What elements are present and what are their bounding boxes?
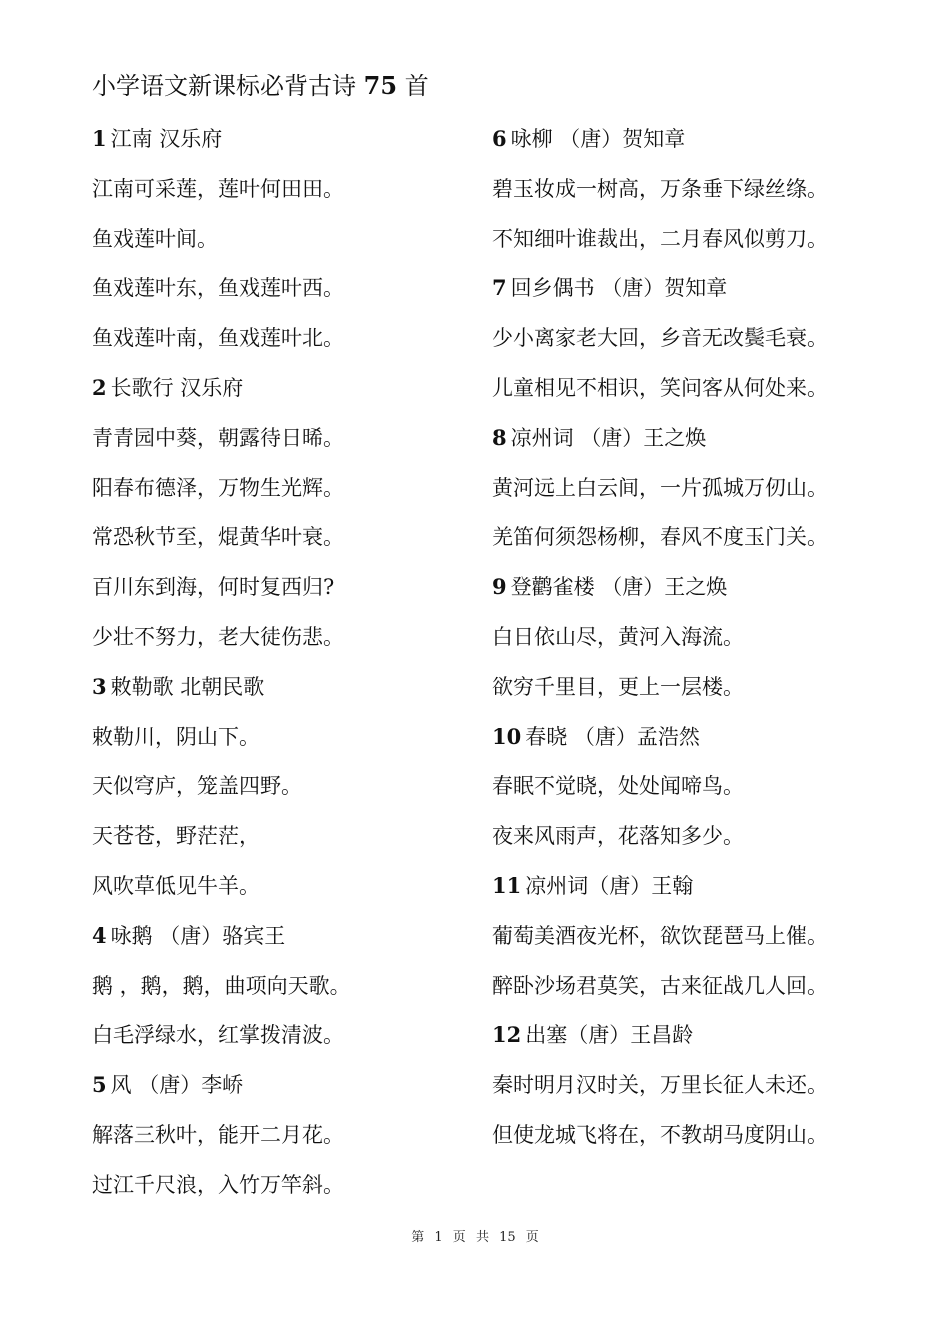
footer-current-page: 1 <box>434 1230 443 1245</box>
poem-number: 8 <box>492 424 507 450</box>
poem-title: 春晓 （唐）孟浩然 <box>525 724 700 749</box>
poem-number: 10 <box>492 723 522 749</box>
poem-title: 凉州词（唐）王翰 <box>525 873 694 898</box>
page-title <box>92 68 429 104</box>
poem-verse-line: 常恐秋节至，焜黄华叶衰。 <box>92 525 344 550</box>
poem-number: 11 <box>492 872 522 898</box>
poem-verse-line: 葡萄美酒夜光杯，欲饮琵琶马上催。 <box>492 923 828 948</box>
poem-title: 咏鹅 （唐）骆宾王 <box>110 923 286 948</box>
poem-heading <box>492 270 932 320</box>
poem-verse-line: 醉卧沙场君莫笑，古来征战几人回。 <box>492 973 828 998</box>
poem-heading <box>92 1067 482 1117</box>
poem-heading <box>492 1017 932 1067</box>
poem-title: 江南 汉乐府 <box>110 127 223 151</box>
poem-verse-line: 不知细叶谁裁出，二月春风似剪刀。 <box>492 226 828 251</box>
poem-verse-line: 解落三秋叶，能开二月花。 <box>92 1122 344 1147</box>
poem-heading <box>92 121 482 171</box>
poem-verse-line: 白毛浮绿水，红掌拨清波。 <box>92 1023 344 1048</box>
poem-verse-line: 过江千尺浪，入竹万竿斜。 <box>92 1172 344 1197</box>
poem-verse-line: 夜来风雨声，花落知多少。 <box>492 824 744 849</box>
poem-verse-line: 鱼戏莲叶间。 <box>92 226 218 251</box>
poem-verse-line: 天苍苍，野茫茫， <box>92 824 260 849</box>
right-poem-column <box>492 121 932 1167</box>
poem-title: 咏柳 （唐）贺知章 <box>510 127 686 151</box>
poem-verse-line: 春眠不觉晓，处处闻啼鸟。 <box>492 774 744 799</box>
poem-verse-line: 秦时明月汉时关，万里长征人未还。 <box>492 1073 828 1098</box>
poem-verse-line: 羌笛何须怨杨柳，春风不度玉门关。 <box>492 525 828 550</box>
poem-verse-line: 鱼戏莲叶南，鱼戏莲叶北。 <box>92 326 344 351</box>
page-footer <box>0 1228 950 1248</box>
poem-number: 6 <box>492 126 507 151</box>
poem-verse-line: 但使龙城飞将在，不教胡马度阴山。 <box>492 1122 828 1147</box>
poem-title: 长歌行 汉乐府 <box>110 375 244 400</box>
poem-heading <box>492 719 932 769</box>
poem-number: 7 <box>492 275 507 301</box>
title-suffix: 首 <box>404 72 429 100</box>
poem-heading <box>492 420 932 470</box>
poem-heading <box>92 370 482 420</box>
poem-verse-line: 欲穷千里目，更上一层楼。 <box>492 674 744 699</box>
poem-heading <box>92 669 482 719</box>
footer-page-word: 页 <box>452 1230 466 1245</box>
poem-heading <box>92 918 482 968</box>
poem-title: 回乡偶书 （唐）贺知章 <box>510 276 728 301</box>
poem-number: 2 <box>92 374 107 400</box>
poem-verse-line: 鱼戏莲叶东，鱼戏莲叶西。 <box>92 276 344 301</box>
poem-verse-line: 儿童相见不相识，笑问客从何处来。 <box>492 375 828 400</box>
poem-verse-line: 天似穹庐，笼盖四野。 <box>92 774 302 799</box>
poem-verse-line: 百川东到海，何时复西归? <box>92 575 335 600</box>
poem-title: 凉州词 （唐）王之焕 <box>510 425 707 450</box>
poem-verse-line: 白日依山尽，黄河入海流。 <box>492 624 744 649</box>
poem-title: 敕勒歌 北朝民歌 <box>110 674 265 699</box>
poem-number: 9 <box>492 574 507 600</box>
poem-verse-line: 风吹草低见牛羊。 <box>92 873 260 898</box>
poem-number: 4 <box>92 922 107 948</box>
title-number: 75 <box>363 71 398 100</box>
poem-heading <box>492 121 932 171</box>
poem-number: 1 <box>92 126 107 151</box>
poem-title: 登鹳雀楼 （唐）王之焕 <box>510 575 728 600</box>
poem-verse-line: 鹅 ，鹅，鹅，曲项向天歌。 <box>92 973 351 998</box>
poem-verse-line: 敕勒川，阴山下。 <box>92 724 260 749</box>
poem-heading <box>492 868 932 918</box>
poem-verse-line: 阳春布德泽，万物生光辉。 <box>92 475 344 500</box>
poem-verse-line: 江南可采莲，莲叶何田田。 <box>92 176 344 201</box>
poem-number: 5 <box>92 1072 107 1098</box>
poem-title: 风 （唐）李峤 <box>110 1073 244 1098</box>
poem-heading <box>492 569 932 619</box>
left-poem-column <box>92 121 482 1217</box>
title-prefix: 小学语文新课标必背古诗 <box>92 72 356 100</box>
footer-total-word: 页 <box>525 1230 539 1245</box>
poem-title: 出塞（唐）王昌龄 <box>525 1023 694 1048</box>
poem-number: 12 <box>492 1022 522 1048</box>
poem-verse-line: 黄河远上白云间，一片孤城万仞山。 <box>492 475 828 500</box>
footer-page-label: 第 <box>411 1230 425 1245</box>
poem-verse-line: 青青园中葵，朝露待日晞。 <box>92 425 344 450</box>
poem-verse-line: 少壮不努力，老大徒伤悲。 <box>92 624 344 649</box>
footer-total-label: 共 <box>475 1230 489 1245</box>
footer-total-pages: 15 <box>499 1230 516 1245</box>
poem-verse-line: 少小离家老大回，乡音无改鬓毛衰。 <box>492 326 828 351</box>
poem-number: 3 <box>92 673 107 699</box>
poem-verse-line: 碧玉妆成一树高，万条垂下绿丝绦。 <box>492 176 828 201</box>
